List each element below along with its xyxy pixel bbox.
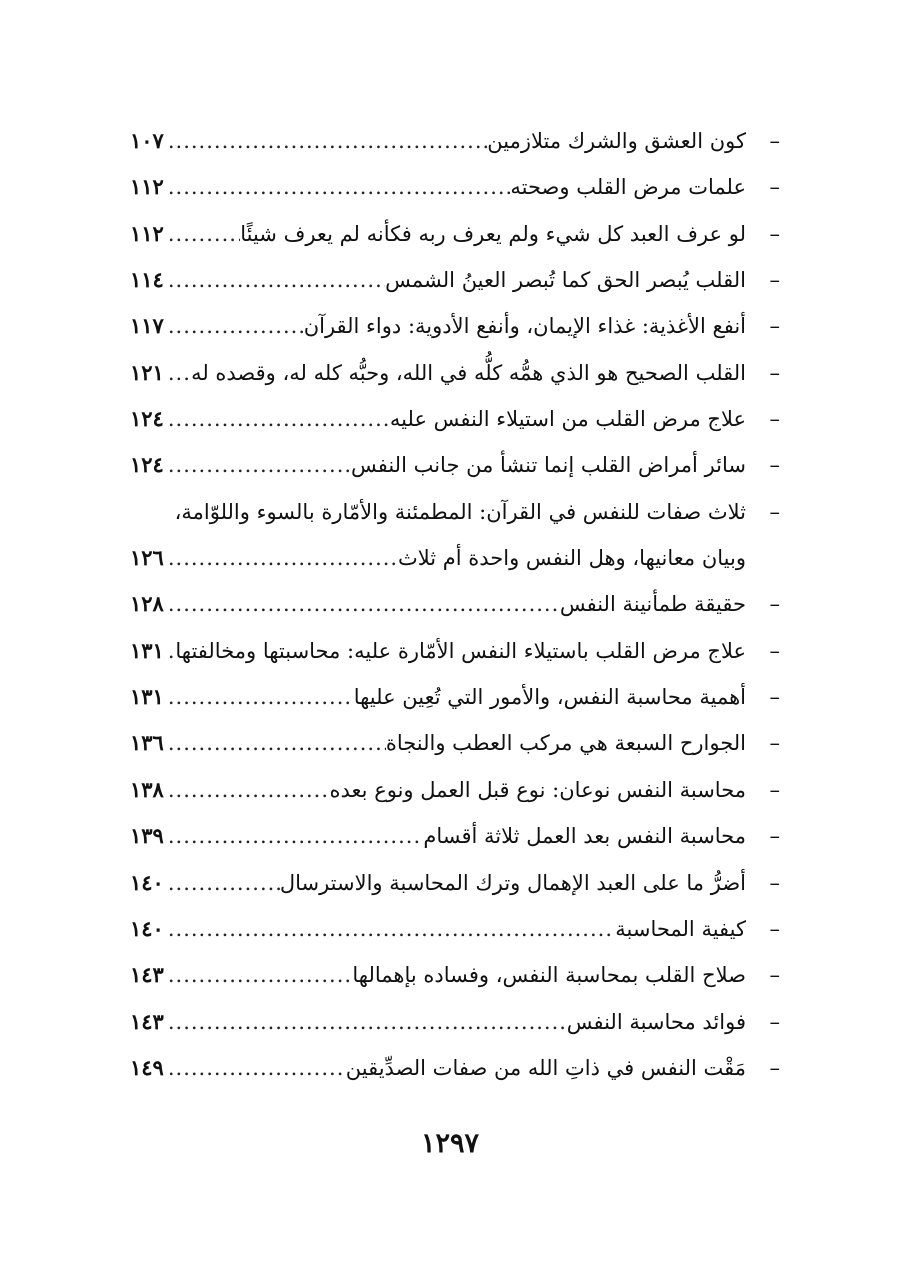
toc-entry-page: ١٤٠: [130, 915, 164, 941]
dot-leader: [164, 257, 385, 303]
toc-entry-page: ١٤٠: [130, 869, 164, 895]
toc-entry: [130, 211, 780, 257]
toc-entry-page: ١١٧: [130, 313, 164, 339]
toc-entry: [130, 442, 780, 488]
bullet-dash: –: [769, 592, 780, 617]
dot-leader: [164, 442, 351, 488]
toc-entry-title: أضرُّ ما على العبد الإهمال وترك المحاسبة والاسترسال: [279, 870, 746, 895]
toc-entry-page: ١٣٨: [130, 776, 164, 802]
bullet-dash: –: [769, 916, 780, 941]
bullet-dash: –: [769, 129, 780, 153]
bullet-dash: –: [769, 638, 780, 663]
toc-entry-page: ١٣٩: [130, 823, 164, 849]
toc-entry-title: فوائد محاسبة النفس: [566, 1009, 746, 1034]
toc-entry: [130, 489, 780, 582]
toc-entry-first-line: [130, 489, 780, 535]
toc-entry-title: الجوارح السبعة هي مركب العطب والنجاة: [385, 731, 746, 756]
toc-entry-title: محاسبة النفس بعد العمل ثلاثة أقسام: [423, 824, 746, 849]
toc-entry-page: ١٢٨: [130, 591, 164, 617]
bullet-dash: –: [769, 499, 780, 524]
toc-entry-page: ١٤٣: [130, 962, 164, 988]
toc-entry: [130, 674, 780, 720]
page-number-footer: ١٢٩٧: [420, 1128, 479, 1159]
toc-entry-page: ١٢٤: [130, 406, 164, 432]
bullet-dash: –: [769, 1055, 780, 1080]
bullet-dash: –: [769, 777, 780, 802]
toc-entry-page: ١٤٩: [130, 1054, 164, 1080]
table-of-contents: [130, 118, 780, 1091]
toc-entry: [130, 164, 780, 210]
toc-entry-title: علاج مرض القلب من استيلاء النفس عليه: [389, 407, 746, 432]
dot-leader: [164, 860, 280, 906]
dot-leader: [164, 674, 354, 720]
toc-entry-title: لو عرف العبد كل شيء ولم يعرف ربه فكأنه لم يعرف شيئًا: [240, 221, 746, 246]
bullet-dash: –: [769, 963, 780, 988]
toc-entry-title: سائر أمراض القلب إنما تنشأ من جانب النفس: [350, 453, 746, 478]
toc-entry-page: ١٢٦: [130, 545, 164, 571]
toc-entry-title-continued: وبيان معانيها، وهل النفس واحدة أم ثلاث: [397, 546, 746, 571]
toc-entry: [130, 906, 780, 952]
dot-leader: [164, 303, 304, 349]
bullet-dash: –: [769, 314, 780, 339]
toc-entry-title: محاسبة النفس نوعان: نوع قبل العمل ونوع بعده: [329, 777, 746, 802]
toc-entry: [130, 118, 780, 164]
bullet-dash: –: [769, 407, 780, 432]
bullet-dash: –: [769, 870, 780, 895]
bullet-dash: –: [769, 731, 780, 756]
toc-entry: [130, 952, 780, 998]
toc-entry: [130, 628, 780, 674]
dot-leader: [164, 906, 615, 952]
dot-leader: [164, 999, 567, 1045]
bullet-dash: –: [769, 1009, 780, 1034]
dot-leader: [164, 952, 353, 998]
dot-leader: [164, 164, 511, 210]
bullet-dash: –: [769, 453, 780, 478]
dot-leader: [164, 535, 398, 581]
toc-entry: [130, 303, 780, 349]
toc-entry-page: ١٢٤: [130, 452, 164, 478]
toc-entry-second-line: [130, 535, 780, 581]
dot-leader: [164, 1045, 346, 1091]
bullet-dash: –: [769, 221, 780, 246]
toc-entry-page: ١٢١: [130, 359, 164, 385]
bullet-dash: –: [769, 360, 780, 385]
toc-entry: [130, 767, 780, 813]
dot-leader: [164, 767, 330, 813]
toc-entry-page: ١٤٣: [130, 1008, 164, 1034]
toc-entry-page: ١٠٧: [130, 128, 164, 153]
dot-leader: [164, 720, 386, 766]
toc-entry-title: علمات مرض القلب وصحته: [510, 175, 746, 200]
bullet-dash: –: [769, 824, 780, 849]
toc-entry: [130, 860, 780, 906]
dot-leader: [164, 350, 191, 396]
dot-leader: [164, 628, 176, 674]
toc-entry-page: ١١٤: [130, 267, 164, 293]
dot-leader: [164, 581, 560, 627]
toc-entry-page: ١٣١: [130, 684, 164, 710]
toc-entry-title: ثلاث صفات للنفس في القرآن: المطمئنة والأمّارة بالسوء واللوّامة،: [174, 499, 746, 524]
dot-leader: [164, 118, 487, 164]
bullet-dash: –: [769, 268, 780, 293]
toc-entry-title: صلاح القلب بمحاسبة النفس، وفساده بإهمالها: [352, 963, 746, 988]
toc-entry: [130, 813, 780, 859]
toc-entry-title: علاج مرض القلب باستيلاء النفس الأمّارة عليه: محاسبتها ومخالفتها: [175, 638, 746, 663]
dot-leader: [164, 813, 424, 859]
toc-entry: [130, 1045, 780, 1091]
bullet-dash: –: [769, 685, 780, 710]
toc-entry: [130, 720, 780, 766]
dot-leader: [164, 211, 240, 257]
toc-entry-title: أهمية محاسبة النفس، والأمور التي تُعِين عليها: [353, 685, 746, 710]
toc-entry-page: ١٣١: [130, 637, 164, 663]
toc-entry-page: ١١٢: [130, 220, 164, 246]
toc-entry: [130, 999, 780, 1045]
toc-entry: [130, 257, 780, 303]
toc-entry-title: مَقْت النفس في ذاتِ الله من صفات الصدِّيقين: [345, 1055, 746, 1080]
toc-entry-page: ١٣٦: [130, 730, 164, 756]
toc-entry-title: القلب الصحيح هو الذي همُّه كلُّه في الله، وحبُّه كله له، وقصده له: [191, 360, 746, 385]
toc-entry-title: حقيقة طمأنينة النفس: [559, 592, 746, 617]
toc-entry-title: كون العشق والشرك متلازمين: [487, 129, 746, 153]
toc-entry: [130, 396, 780, 442]
bullet-dash: –: [769, 175, 780, 200]
dot-leader: [164, 396, 390, 442]
toc-entry-title: القلب يُبصر الحق كما تُبصر العينُ الشمس: [385, 268, 746, 293]
toc-entry-page: ١١٢: [130, 174, 164, 200]
toc-entry: [130, 350, 780, 396]
toc-entry: [130, 581, 780, 627]
toc-entry-title: كيفية المحاسبة: [615, 916, 746, 941]
toc-entry-title: أنفع الأغذية: غذاء الإيمان، وأنفع الأدوية: دواء القرآن: [303, 314, 746, 339]
